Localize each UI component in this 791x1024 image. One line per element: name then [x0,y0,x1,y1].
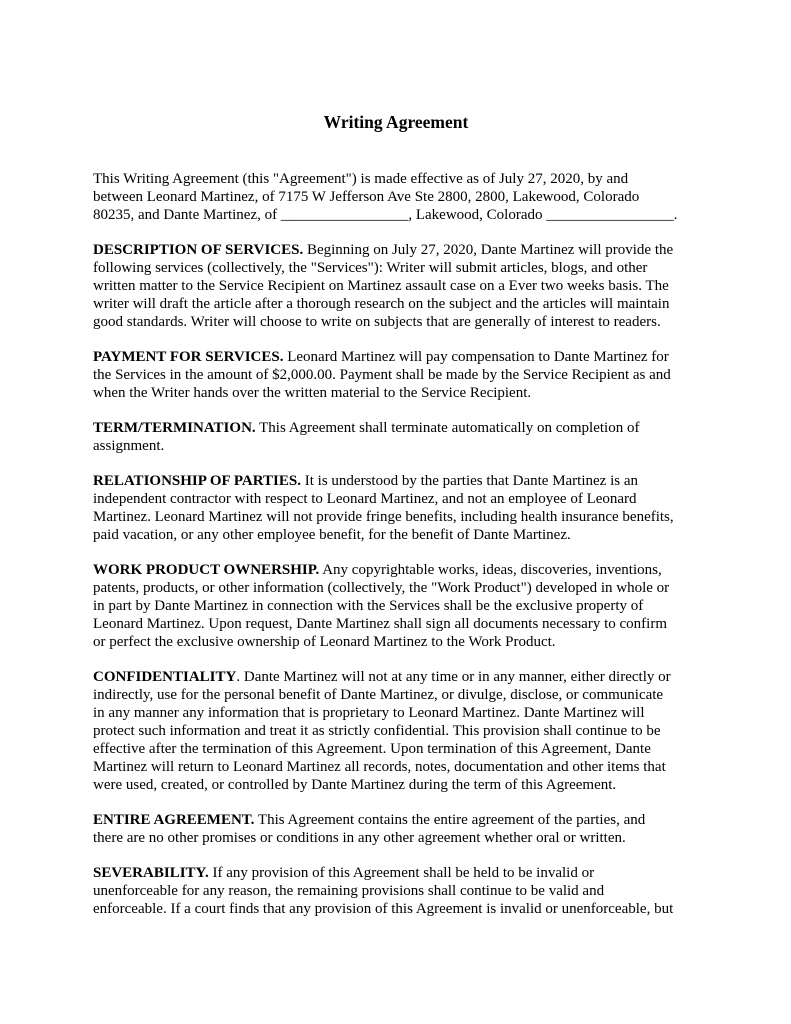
section-heading: DESCRIPTION OF SERVICES. [93,242,304,258]
section-text: paid vacation, or any other employee benefit, for the benefit of Dante Martinez. [93,527,571,543]
section-text: protect such information and treat it as strictly confidential. This provision shall continue to be [93,723,661,739]
section-entire-agreement [93,811,699,847]
section-text: when the Writer hands over the written material to the Service Recipient. [93,385,532,401]
intro-line: between Leonard Martinez, of 7175 W Jefferson Ave Ste 2800, 2800, Lakewood, Colorado [93,189,640,205]
section-heading: SEVERABILITY. [93,865,209,881]
section-heading: RELATIONSHIP OF PARTIES. [93,473,301,489]
section-heading: TERM/TERMINATION. [93,420,256,436]
section-text: unenforceable for any reason, the remaining provisions shall continue to be valid and [93,883,605,899]
section-text: in any manner any information that is proprietary to Leonard Martinez. Dante Martinez will [93,705,645,721]
intro-line: This Writing Agreement (this "Agreement") is made effective as of July 27, 2020, by and [93,171,629,187]
section-text: . Dante Martinez will not at any time or in any manner, either directly or [236,669,671,685]
document-page [93,110,699,935]
section-text: Martinez will return to Leonard Martinez all records, notes, documentation and other items that [93,759,666,775]
section-text: independent contractor with respect to Leonard Martinez, and not an employee of Leonard [93,491,637,507]
section-text: Leonard Martinez will pay compensation to Dante Martinez for [283,349,669,365]
section-text: assignment. [93,438,165,454]
section-text: were used, created, or controlled by Dante Martinez during the term of this Agreement. [93,777,617,793]
section-text: indirectly, use for the personal benefit of Dante Martinez, or divulge, disclose, or communicate [93,687,664,703]
section-severability [93,864,699,918]
section-heading: WORK PRODUCT OWNERSHIP. [93,562,320,578]
section-term-termination [93,419,699,455]
section-text: This Agreement shall terminate automatically on completion of [255,420,640,436]
section-work-product-ownership [93,561,699,651]
section-heading: CONFIDENTIALITY [93,669,237,685]
intro-paragraph [93,170,699,224]
section-text: This Agreement contains the entire agreement of the parties, and [254,812,646,828]
section-text: Martinez. Leonard Martinez will not provide fringe benefits, including health insurance benefits, [93,509,674,525]
section-text: good standards. Writer will choose to write on subjects that are generally of interest to readers. [93,314,661,330]
section-relationship-of-parties [93,472,699,544]
section-text: the Services in the amount of $2,000.00. Payment shall be made by the Service Recipient as and [93,367,671,383]
section-description-of-services [93,241,699,331]
section-text: enforceable. If a court finds that any provision of this Agreement is invalid or unenforceable, but [93,901,674,917]
section-text: Beginning on July 27, 2020, Dante Martinez will provide the [303,242,674,258]
section-payment-for-services [93,348,699,402]
section-text: in part by Dante Martinez in connection with the Services shall be the exclusive property of [93,598,644,614]
section-text: Any copyrightable works, ideas, discoveries, inventions, [319,562,662,578]
section-heading: ENTIRE AGREEMENT. [93,812,255,828]
section-heading: PAYMENT FOR SERVICES. [93,349,284,365]
document-title: Writing Agreement [323,112,469,132]
section-text: there are no other promises or conditions in any other agreement whether oral or written. [93,830,626,846]
intro-line: 80235, and Dante Martinez, of _________________, Lakewood, Colorado _________________. [93,207,678,223]
section-text: It is understood by the parties that Dante Martinez is an [301,473,638,489]
section-confidentiality [93,668,699,794]
section-text: Leonard Martinez. Upon request, Dante Martinez shall sign all documents necessary to confirm [93,616,667,632]
section-text: writer will draft the article after a thorough research on the subject and the articles will maintain [93,296,670,312]
section-text: written matter to the Service Recipient on Martinez assault case on a Ever two weeks basis. The [93,278,669,294]
section-text: patents, products, or other information (collectively, the "Work Product") developed in whole or [93,580,670,596]
section-text: effective after the termination of this Agreement. Upon termination of this Agreement, Dante [93,741,651,757]
section-text: If any provision of this Agreement shall be held to be invalid or [208,865,595,881]
section-text: or perfect the exclusive ownership of Leonard Martinez to the Work Product. [93,634,556,650]
section-text: following services (collectively, the "Services"): Writer will submit articles, blogs, and other [93,260,648,276]
